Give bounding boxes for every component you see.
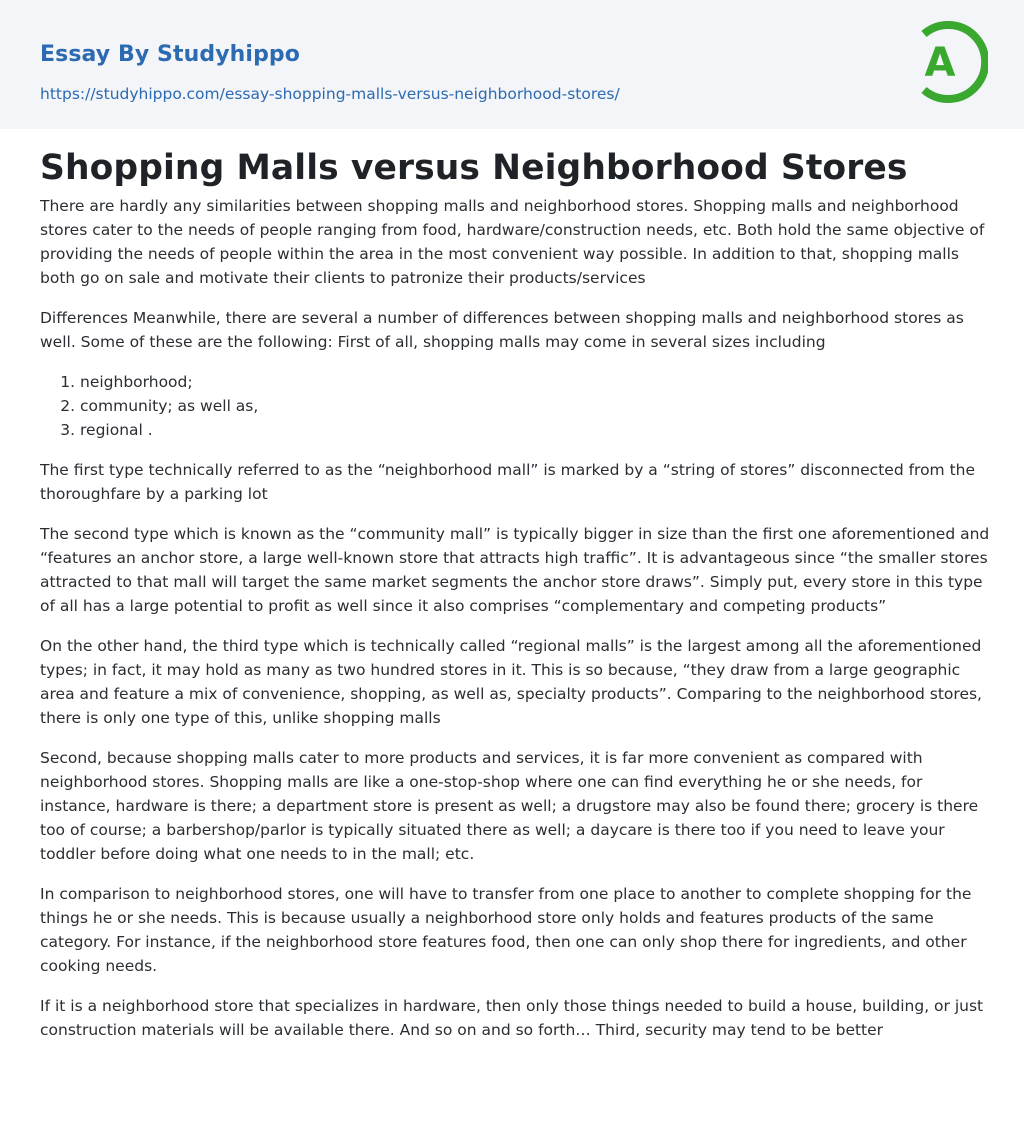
paragraph: Differences Meanwhile, there are several a number of differences between shopping malls and neighborhood stores as well. Some of these are the following: First of all, shopping malls may come in several sizes including [40,309,964,351]
mall-size-list [40,370,990,442]
paragraph: Second, because shopping malls cater to more products and services, it is far more convenient as compared with neighborhood stores. Shopping malls are like a one-stop-shop where one can find everything he or she needs, for instance, hardware is there; a department store is present as well; a drugstore may also be found there; grocery is there too of course; a barbershop/parlor is typically situated there as well; a daycare is there too if you need to leave your toddler before doing what one needs to in the mall; etc. [40,749,979,863]
list-item: 1. neighborhood; [80,370,990,394]
paragraph: In comparison to neighborhood stores, one will have to transfer from one place to another to complete shopping for the things he or she needs. This is because usually a neighborhood store only holds and features products of the same category. For instance, if the neighborhood store features food, then one can only shop there for ingredients, and other cooking needs. [40,885,972,975]
paragraph: The second type which is known as the “community mall” is typically bigger in size than the first one aforementioned and “features an anchor store, a large well-known store that attracts high traffic”. It is advantageous since “the smaller stores attracted to that mall will target the same market segments the anchor store draws”. Simply put, every store in this type of all has a large potential to profit as well since it also comprises “complementary and competing products” [40,525,990,615]
list-item: 3. regional . [80,418,990,442]
list-item: 2. community; as well as, [80,394,990,418]
paragraph: If it is a neighborhood store that specializes in hardware, then only those things needed to build a house, building, or just construction materials will be available there. And so on and so forth… Third, security may tend to be better [40,997,984,1039]
studyhippo-logo-icon[interactable] [910,18,988,106]
logo-letter: A [924,40,956,86]
paragraph: On the other hand, the third type which is technically called “regional malls” is the largest among all the aforementioned types; in fact, it may hold as many as two hundred stores in it. This is so because, “they draw from a large geographic area and feature a mix of convenience, shopping, as well as, specialty products”. Comparing to the neighborhood stores, there is only one type of this, unlike shopping malls [40,637,982,727]
paragraph: There are hardly any similarities between shopping malls and neighborhood stores. Shopping malls and neighborhood stores cater to the needs of people ranging from food, hardware/construction needs, etc. Both hold the same objective of providing the needs of people within the area in the most convenient way possible. In addition to that, shopping malls both go on sale and motivate their clients to patronize their products/services [40,197,985,287]
article-body [40,194,990,1058]
site-brand-title[interactable]: Essay By Studyhippo [40,42,300,67]
essay-url-link[interactable]: https://studyhippo.com/essay-shopping-malls-versus-neighborhood-stores/ [40,85,620,103]
paragraph: The first type technically referred to as the “neighborhood mall” is marked by a “string of stores” disconnected from the thoroughfare by a parking lot [40,461,976,503]
page-title: Shopping Malls versus Neighborhood Stores [40,148,908,188]
